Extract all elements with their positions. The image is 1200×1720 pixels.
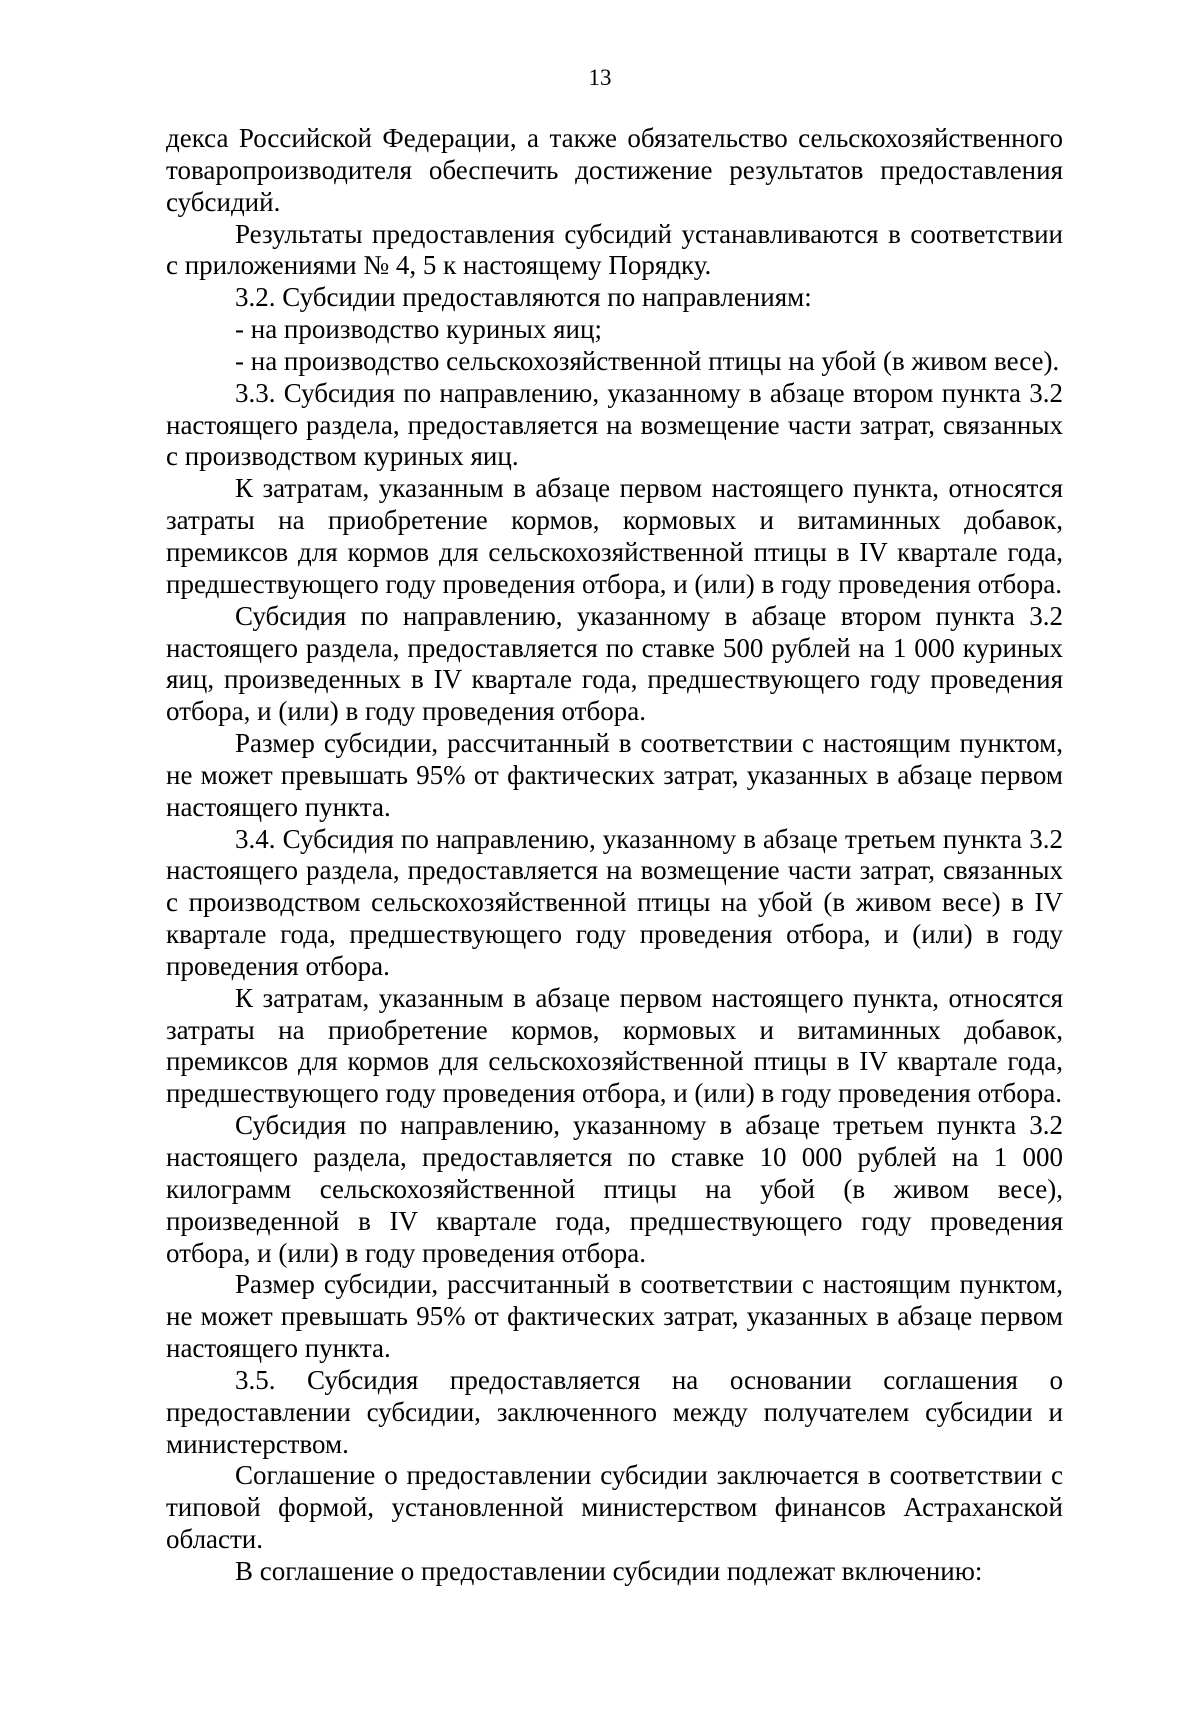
paragraph-3-4-rate: Субсидия по направлению, указанному в абзаце третьем пункта 3.2 настоящего раздела, предоставляется по ставке 10 000 рублей на 1 000 килограмм сельскохозяйственной птицы на убой (в живом весе), произведенной в IV квартале года, предшествующего году проведения отбора, и (или) в году проведения отбора. bbox=[166, 1110, 1063, 1268]
page-number: 13 bbox=[588, 65, 612, 90]
paragraph-3-3-costs: К затратам, указанным в абзаце первом настоящего пункта, относятся затраты на приобретение кормов, кормовых и витаминных добавок, премиксов для кормов для сельскохозяйственной птицы в IV квартале года, предшествующего году проведения отбора, и (или) в году проведения отбора. bbox=[166, 473, 1063, 599]
list-item-eggs: - на производство куриных яиц; bbox=[235, 314, 602, 345]
paragraph-3-3-rate: Субсидия по направлению, указанному в абзаце втором пункта 3.2 настоящего раздела, предоставляется по ставке 500 рублей на 1 000 куриных яиц, произведенных в IV квартале года, предшествующего году проведения отбора, и (или) в году проведения отбора. bbox=[166, 600, 1063, 727]
paragraph-continuation: декса Российской Федерации, а также обязательство сельскохозяйственного товаропроизводителя обеспечить достижение результатов предоставления субсидий. bbox=[166, 123, 1063, 217]
paragraph-3-5: 3.5. Субсидия предоставляется на основании соглашения о предоставлении субсидии, заключенного между получателем субсидии и министерством. bbox=[166, 1364, 1063, 1459]
paragraph-3-2: 3.2. Субсидии предоставляются по направлениям: bbox=[235, 282, 812, 313]
paragraph-agreement-contents: В соглашение о предоставлении субсидии подлежат включению: bbox=[235, 1555, 983, 1586]
paragraph-results: Результаты предоставления субсидий устанавливаются в соответствии с приложениями № 4, 5 к настоящему Порядку. bbox=[166, 218, 1063, 281]
paragraph-agreement-form: Соглашение о предоставлении субсидии заключается в соответствии с типовой формой, установленной министерством финансов Астраханской области. bbox=[166, 1460, 1063, 1555]
document-body bbox=[166, 123, 1063, 1588]
paragraph-3-4: 3.4. Субсидия по направлению, указанному в абзаце третьем пункта 3.2 настоящего раздела, предоставляется на возмещение части затрат, связанных с производством сельскохозяйственной птицы на убой (в живом весе) в IV квартале года, предшествующего году проведения отбора, и (или) в году проведения отбора. bbox=[166, 823, 1063, 981]
paragraph-3-4-costs: К затратам, указанным в абзаце первом настоящего пункта, относятся затраты на приобретение кормов, кормовых и витаминных добавок, премиксов для кормов для сельскохозяйственной птицы в IV квартале года, предшествующего году проведения отбора, и (или) в году проведения отбора. bbox=[166, 982, 1063, 1109]
paragraph-3-3-limit: Размер субсидии, рассчитанный в соответствии с настоящим пунктом, не может превышать 95% от фактических затрат, указанных в абзаце первом настоящего пункта. bbox=[166, 728, 1063, 822]
paragraph-3-3: 3.3. Субсидия по направлению, указанному в абзаце втором пункта 3.2 настоящего раздела, предоставляется на возмещение части затрат, связанных с производством куриных яиц. bbox=[166, 377, 1063, 472]
paragraph-3-4-limit: Размер субсидии, рассчитанный в соответствии с настоящим пунктом, не может превышать 95% от фактических затрат, указанных в абзаце первом настоящего пункта. bbox=[166, 1269, 1063, 1364]
list-item-poultry: - на производство сельскохозяйственной птицы на убой (в живом весе). bbox=[235, 345, 1060, 376]
